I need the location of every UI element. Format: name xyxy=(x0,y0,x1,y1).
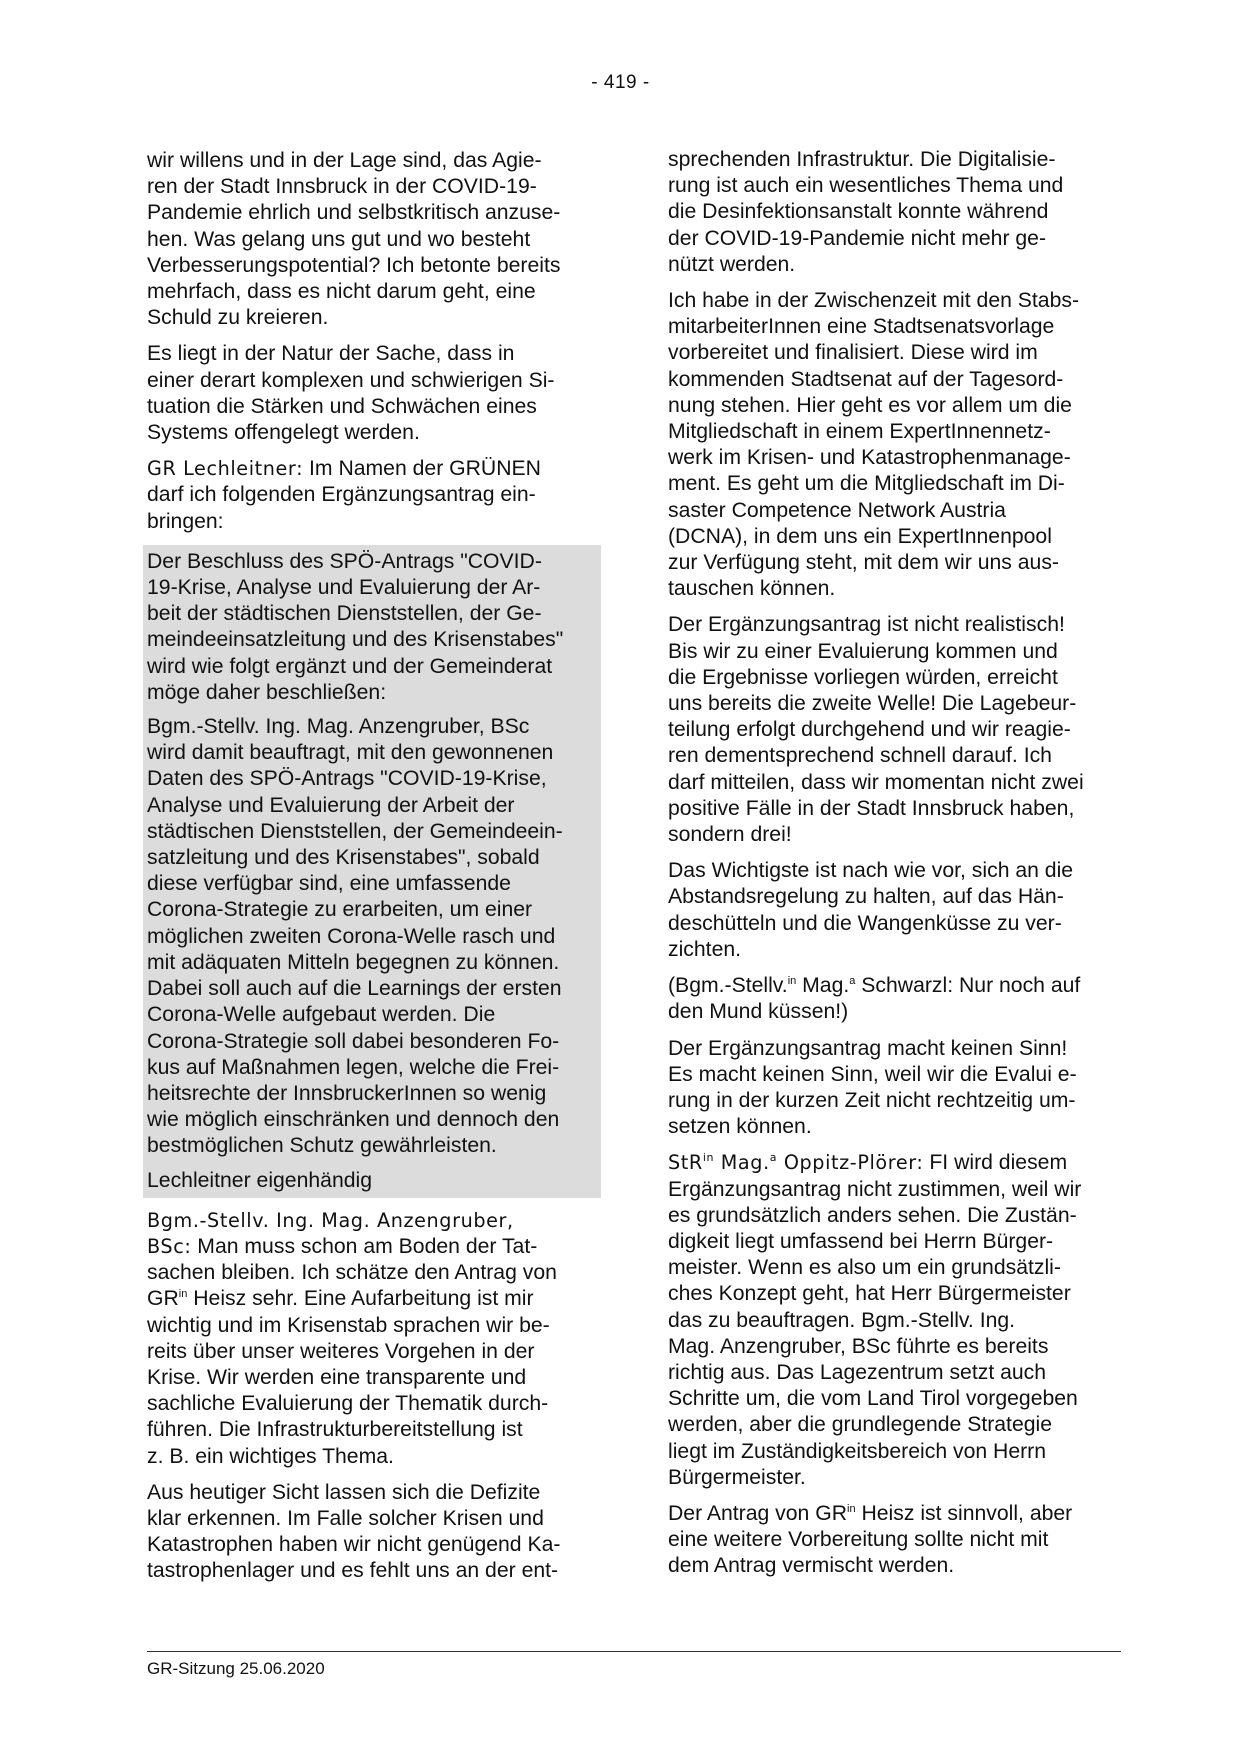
text-fragment: Im Namen der GRÜNEN xyxy=(303,457,541,481)
text-line: Daten des SPÖ-Antrags "COVID-19-Krise, xyxy=(147,767,547,791)
text-line: Pandemie ehrlich und selbstkritisch anzuse- xyxy=(147,201,561,225)
text-line: kus auf Maßnahmen legen, welche die Frei- xyxy=(147,1055,560,1079)
speaker-name: GR Lechleitner: xyxy=(147,457,304,481)
text-line: zur Verfügung steht, mit dem wir uns aus- xyxy=(668,551,1059,575)
text-line: ren dementsprechend schnell darauf. Ich xyxy=(668,744,1052,768)
text-fragment: Heisz ist sinnvoll, aber xyxy=(855,1501,1073,1525)
text-fragment: Oppitz-Plörer: xyxy=(777,1151,924,1175)
text-line: werden, aber die grundlegende Strategie xyxy=(668,1413,1053,1437)
text-line: z. B. ein wichtiges Thema. xyxy=(147,1444,394,1468)
paragraph xyxy=(668,858,1126,963)
text-line: zichten. xyxy=(668,937,742,961)
right-column xyxy=(668,148,1126,1590)
motion-signature xyxy=(147,1168,601,1194)
text-line: mit adäquaten Mitteln begegnen zu können. xyxy=(147,950,560,974)
text-line: sprechenden Infrastruktur. Die Digitalisie- xyxy=(668,148,1056,171)
text-line: teilung erfolgt durchgehend und wir reagie- xyxy=(668,718,1071,742)
text-line: Der Ergänzungsantrag macht keinen Sinn! xyxy=(668,1036,1068,1060)
paragraph xyxy=(147,456,600,535)
text-line: wichtig und im Krisenstab sprachen wir be- xyxy=(147,1313,550,1337)
text-line: Mitgliedschaft in einem ExpertInnennetz- xyxy=(668,420,1051,444)
text-line: führen. Die Infrastrukturbereitstellung ist xyxy=(147,1418,523,1442)
text-line: mitarbeiterInnen eine Stadtsenatsvorlage xyxy=(668,315,1055,339)
text-line: werk im Krisen- und Katastrophenmanage- xyxy=(668,446,1071,470)
text-line: wird wie folgt ergänzt und der Gemeinderat xyxy=(147,654,553,678)
paragraph xyxy=(668,1150,1126,1491)
text-line: Abstandsregelung zu halten, auf das Hän- xyxy=(668,885,1064,909)
paragraph xyxy=(668,612,1126,848)
speaker-name: Bgm.-Stellv. Ing. Mag. Anzengruber, xyxy=(147,1208,514,1232)
text-line: nützt werden. xyxy=(668,252,796,276)
left-column xyxy=(147,148,600,1595)
text-line: wie möglich einschränken und dennoch den xyxy=(147,1108,560,1132)
text-line: Mag. Anzengruber, BSc führte es bereits xyxy=(668,1334,1049,1358)
text-line xyxy=(668,1501,1126,1527)
text-line: Es liegt in der Natur der Sache, dass in xyxy=(147,342,515,366)
interjection xyxy=(668,973,1126,1025)
text-line: einer derart komplexen und schwierigen Si- xyxy=(147,368,555,392)
text-line: ment. Es geht um die Mitgliedschaft im Di- xyxy=(668,472,1065,496)
text-line: rung in der kurzen Zeit nicht rechtzeitig um- xyxy=(668,1088,1076,1112)
text-line: das zu beauftragen. Bgm.-Stellv. Ing. xyxy=(668,1308,1016,1332)
text-line: darf mitteilen, dass wir momentan nicht zwei xyxy=(668,770,1084,794)
speaker-name: BSc: xyxy=(147,1234,192,1258)
text-line: Schuld zu kreieren. xyxy=(147,306,329,330)
text-line: 19-Krise, Analyse und Evaluierung der Ar- xyxy=(147,576,541,600)
paragraph xyxy=(668,1036,1126,1141)
text-line: vorbereitet und finalisiert. Diese wird im xyxy=(668,341,1038,365)
text-line: sachliche Evaluierung der Thematik durch- xyxy=(147,1392,549,1416)
text-line: es grundsätzlich anders sehen. Die Zustän- xyxy=(668,1203,1077,1227)
superscript: in xyxy=(178,1288,188,1301)
paragraph xyxy=(147,1480,600,1585)
text-line: diese verfügbar sind, eine umfassende xyxy=(147,872,511,896)
text-line: wir willens und in der Lage sind, das Agie- xyxy=(147,149,542,172)
text-line: nung stehen. Hier geht es vor allem um die xyxy=(668,393,1072,417)
text-line: Bgm.-Stellv. Ing. Mag. Anzengruber, BSc xyxy=(147,715,530,739)
text-line: Bis wir zu einer Evaluierung kommen und xyxy=(668,639,1058,663)
text-line: Krise. Wir werden eine transparente und xyxy=(147,1365,527,1389)
footer-divider xyxy=(147,1651,1121,1652)
text-line: Der Beschluss des SPÖ-Antrags "COVID- xyxy=(147,549,542,573)
text-fragment: (Bgm.-Stellv. xyxy=(668,974,788,998)
text-line: Corona-Strategie zu erarbeiten, um einer xyxy=(147,898,533,922)
text-line: Ergänzungsantrag nicht zustimmen, weil wir xyxy=(668,1177,1082,1201)
paragraph xyxy=(668,1501,1126,1580)
text-line: Aus heutiger Sicht lassen sich die Defizite xyxy=(147,1480,541,1504)
paragraph xyxy=(147,341,600,446)
text-line: die Ergebnisse vorliegen würden, erreicht xyxy=(668,665,1058,689)
text-line: Corona-Welle aufgebaut werden. Die xyxy=(147,1003,496,1027)
text-line: städtischen Dienststellen, der Gemeindeein- xyxy=(147,819,563,843)
text-line: setzen können. xyxy=(668,1115,812,1139)
text-fragment: Heisz sehr. Eine Aufarbeitung ist mir xyxy=(187,1287,534,1311)
text-line: klar erkennen. Im Falle solcher Krisen und xyxy=(147,1506,544,1530)
text-line: Analyse und Evaluierung der Arbeit der xyxy=(147,793,515,817)
text-fragment: GR xyxy=(147,1287,179,1311)
text-line xyxy=(147,1286,600,1312)
text-line: liegt im Zuständigkeitsbereich von Herrn xyxy=(668,1439,1047,1463)
text-line: Der Ergänzungsantrag ist nicht realistisch! xyxy=(668,613,1065,637)
text-line: Das Wichtigste ist nach wie vor, sich an die xyxy=(668,859,1074,883)
text-line: Katastrophen haben wir nicht genügend Ka- xyxy=(147,1533,561,1557)
footer-session-date: GR-Sitzung 25.06.2020 xyxy=(147,1659,325,1678)
text-line xyxy=(147,456,600,482)
speaker-name xyxy=(668,1151,923,1174)
text-fragment: Mag. xyxy=(796,974,850,998)
text-line: kommenden Stadtsenat auf der Tagesord- xyxy=(668,367,1064,391)
text-line: die Desinfektionsanstalt konnte während xyxy=(668,200,1049,224)
paragraph xyxy=(147,1208,600,1470)
text-line: sachen bleiben. Ich schätze den Antrag von xyxy=(147,1261,557,1285)
text-line: beit der städtischen Dienststellen, der Ge- xyxy=(147,602,542,626)
text-line: Lechleitner eigenhändig xyxy=(147,1168,373,1192)
page-number: - 419 - xyxy=(591,72,650,93)
text-line: heitsrechte der InnsbruckerInnen so wenig xyxy=(147,1081,547,1105)
text-line: tastrophenlager und es fehlt uns an der ent- xyxy=(147,1559,559,1583)
text-line: der COVID-19-Pandemie nicht mehr ge- xyxy=(668,226,1047,250)
text-line xyxy=(668,973,1126,999)
text-fragment: StR xyxy=(668,1151,703,1175)
text-line: darf ich folgenden Ergänzungsantrag ein- xyxy=(147,483,536,507)
superscript: in xyxy=(847,1502,856,1515)
text-line: den Mund küssen!) xyxy=(668,1000,849,1024)
text-line: eine weitere Vorbereitung sollte nicht mit xyxy=(668,1528,1049,1552)
text-line: saster Competence Network Austria xyxy=(668,498,1006,522)
text-line: meister. Wenn es also um ein grundsätzli- xyxy=(668,1256,1061,1280)
paragraph xyxy=(147,148,600,331)
text-line: Corona-Strategie soll dabei besonderen Fo- xyxy=(147,1029,560,1053)
superscript: a xyxy=(849,975,856,988)
text-fragment: Mag. xyxy=(714,1151,770,1175)
motion-text-box xyxy=(143,545,601,1198)
text-line: sondern drei! xyxy=(668,823,792,847)
text-line: hen. Was gelang uns gut und wo besteht xyxy=(147,227,531,251)
text-line xyxy=(668,1150,1126,1176)
text-line: wird damit beauftragt, mit den gewonnenen xyxy=(147,741,554,765)
superscript: in xyxy=(702,1151,715,1165)
text-line: reits über unser weiteres Vorgehen in der xyxy=(147,1339,535,1363)
text-line: tauschen können. xyxy=(668,577,836,601)
text-line: (DCNA), in dem uns ein ExpertInnenpool xyxy=(668,524,1052,548)
text-line: bringen: xyxy=(147,509,224,533)
motion-body xyxy=(147,714,601,1159)
text-line: Systems offengelegt werden. xyxy=(147,421,420,445)
text-line: Verbesserungspotential? Ich betonte bereits xyxy=(147,253,561,277)
text-line: Ich habe in der Zwischenzeit mit den Stabs- xyxy=(668,289,1080,313)
text-line xyxy=(147,1234,600,1260)
text-line: möglichen zweiten Corona-Welle rasch und xyxy=(147,924,556,948)
motion-intro xyxy=(147,549,601,706)
text-line: deschütteln und die Wangenküsse zu ver- xyxy=(668,911,1062,935)
paragraph xyxy=(668,147,1126,278)
paragraph xyxy=(668,288,1126,602)
text-line: ren der Stadt Innsbruck in der COVID-19- xyxy=(147,175,537,199)
superscript: in xyxy=(787,975,797,988)
text-line: Es macht keinen Sinn, weil wir die Evalui e- xyxy=(668,1062,1077,1086)
text-fragment: Schwarzl: Nur noch auf xyxy=(855,974,1081,998)
text-line: dem Antrag vermischt werden. xyxy=(668,1554,955,1578)
text-line: ches Konzept geht, hat Herr Bürgermeister xyxy=(668,1282,1071,1306)
text-line: uns bereits die zweite Welle! Die Lagebeur- xyxy=(668,692,1077,716)
text-fragment: Man muss schon am Boden der Tat- xyxy=(191,1234,538,1258)
text-line: tuation die Stärken und Schwächen eines xyxy=(147,394,537,418)
text-line: mehrfach, dass es nicht darum geht, eine xyxy=(147,280,536,304)
text-line: Bürgermeister. xyxy=(668,1465,806,1489)
text-fragment: Der Antrag von GR xyxy=(668,1501,847,1525)
text-line: bestmöglichen Schutz gewährleisten. xyxy=(147,1134,497,1158)
text-line: richtig aus. Das Lagezentrum setzt auch xyxy=(668,1360,1047,1384)
text-line: meindeeinsatzleitung und des Krisenstabes" xyxy=(147,628,564,652)
text-fragment: FI wird diesem xyxy=(923,1151,1068,1175)
text-line: Schritte um, die vom Land Tirol vorgegeben xyxy=(668,1387,1078,1411)
superscript: a xyxy=(769,1151,778,1165)
text-line: möge daher beschließen: xyxy=(147,680,387,704)
text-line: satzleitung und des Krisenstabes", sobald xyxy=(147,846,540,870)
text-line: digkeit liegt umfassend bei Herrn Bürger- xyxy=(668,1229,1054,1253)
text-line: positive Fälle in der Stadt Innsbruck haben, xyxy=(668,796,1075,820)
text-line: Dabei soll auch auf die Learnings der ersten xyxy=(147,977,562,1001)
text-line: rung ist auch ein wesentliches Thema und xyxy=(668,174,1064,198)
